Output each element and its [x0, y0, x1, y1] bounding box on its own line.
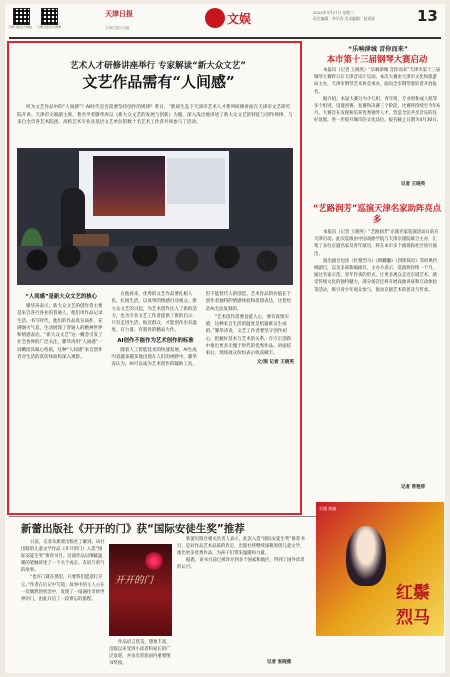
right-article2-byline: 记者 常艳萍	[401, 485, 426, 490]
right-article-body	[314, 67, 441, 179]
bottom-article-byline: 记者 张晓燕	[267, 660, 292, 665]
page-header	[5, 4, 445, 38]
poster-title: 红鬃烈马	[396, 583, 430, 628]
paragraph: 本报讯（记者 王晓英）“乐响津城 音你而来”天津市第十三届钢琴大赛昨日在天津音乐厅启动。本次大赛由天津市文化和旅游局主办，天津市钢琴艺术协会承办，面向全市钢琴爱好者开放报名。	[314, 68, 441, 95]
page-number: 13	[417, 7, 438, 25]
paragraph: 演出剧目包括《红鬃烈马》《锁麟囊》《四郎探母》等经典传统剧目，以及多部新编剧目。主办方表示，巡演将持续一个月，通过名家示范、青年传承的形式，让更多观众走近京剧艺术、感受传统文化的独特魅力。部分场次还将开展戏曲讲座和互动体验等活动，吸引青少年观众参与，推动京剧艺术的普及与传承。	[314, 258, 438, 293]
section-title: 文娱	[227, 12, 252, 26]
main-article-kicker: 艺术人才研修讲座举行 专家解读“新大众文艺”	[70, 61, 246, 71]
paragraph: “也许门就在那里，只要我们愿意打开它。”作者在后记中写道。故事中的主人公在一次偶然的机会中，发现了一扇通往奇妙世界的门，由此开启了一段难忘的旅程。	[21, 575, 105, 602]
paragraph: 据介绍，本届大赛分为少儿组、青年组、专业组和成人组等多个组别，设置初赛、复赛和决赛三个阶段，比赛将持续至今年6月。大赛旨在发现和培养优秀钢琴人才，营造全民共享音乐的良好氛围，进一步提升城市的文化品位。报名截止日期为4月30日。	[314, 96, 441, 124]
bottom-article-col2	[109, 639, 173, 667]
date-text: 2024年3月27日 星期三	[313, 10, 354, 15]
lecture-photo	[17, 148, 293, 285]
bottom-article-col3	[177, 536, 305, 654]
paragraph: 日前，记者从新蕾出版社了解到，该社出版的儿童文学作品《开开的门》入选“国际安徒生奖”推荐书目。这部作品以细腻温暖的笔触讲述了一个关于成长、友谊与勇气的故事。	[21, 540, 105, 574]
paragraph: 随着人工智能技术的快速发展，AI生成内容越来越多地出现在人们的视野中。滕华涛认为，AI可以成为艺术创作的辅助工具，但不能替代人的创造。艺术作品的价值在于创作者独特的情感体验和思想表达，这恰恰是AI无法复制的。	[111, 292, 292, 368]
book-cover-flower	[145, 552, 163, 570]
dateline	[313, 10, 375, 22]
qr-code-icon	[13, 8, 30, 25]
bottom-article-col1	[21, 539, 105, 659]
right-article2-body	[314, 229, 441, 465]
article-subhead: “人间感”是新大众文艺的核心	[25, 294, 98, 300]
right-article2-headline: “艺路润芳”巡演天津名家助阵亮点多	[312, 203, 442, 224]
section-logo-icon	[205, 8, 225, 28]
right-article-headline: 本市第十三届钢琴大赛启动	[326, 54, 428, 64]
bottom-article-headline: 新蕾出版社《开开的门》获“国际安徒生奖”推荐	[21, 523, 245, 535]
main-article-headline: 文艺作品需有“人间感”	[82, 73, 235, 91]
qr-code-icon	[41, 8, 58, 25]
audience	[17, 246, 293, 285]
article-byline: 文/图 记者 王晓英	[256, 359, 294, 365]
editor-credits: 责任编辑：李学武 美术编辑：赵延丽	[313, 16, 375, 21]
screen-image-stage	[93, 156, 165, 216]
main-article-body	[17, 291, 294, 505]
article-subhead: AI创作不能作为艺术创作的标准	[117, 337, 194, 344]
paragraph: 据悉，该书目前已被译介到多个国家和地区，得到了国外读者的认可。	[177, 558, 305, 571]
masthead-logo: 天津日报	[105, 9, 133, 18]
paragraph: 作品语言优美，想象丰富，出版以来受到小读者和家长的广泛欢迎，并多次荣获国内重要图书奖项。	[109, 640, 171, 667]
paragraph: 新蕾出版社相关负责人表示，此次入选“国际安徒生奖”推荐书目，是对作品艺术品质的肯定，出版社将继续深耕原创儿童文学，推出更多优秀作品，为孩子们带来温暖和力量。	[177, 537, 305, 557]
qr-caption-2: 天津日报官方微博	[37, 25, 62, 29]
opera-performer-figure	[346, 526, 386, 586]
screen-image-text	[167, 158, 225, 204]
paragraph: “艺术创作需要直抵人心，要有真情实感，这种来自生活的温度是机器难以生成的。”滕华涛说，文艺工作者要坚守创作初心，把握好技术与艺术的关系，在守正创新中推出更多无愧于时代的优秀作品。讲座结束后，现场观众纷纷表示收获颇丰。	[205, 314, 292, 357]
masthead-subtitle: 天津日报社出版	[105, 26, 130, 30]
poster-top-text: 京剧 新编	[319, 506, 337, 511]
right-article-byline: 记者 王晓英	[401, 182, 426, 187]
qr-caption-1: 天津日报官方微信	[8, 25, 33, 29]
paragraph: 本报讯（记者 王晓英）“艺路润芳”京剧名家巡演活动日前在天津启动。此次巡演由中国戏曲学院与天津京剧院联合主办，汇集了多位京剧名家及青年演员，将在本市多个剧场和社区进行演出。	[314, 230, 439, 257]
newspaper-page	[5, 4, 445, 673]
book-cover-title: 开开的门	[115, 575, 154, 586]
paragraph: 滕华涛表示，新大众文艺的创作者主要是来自各行各业的普通人，他们用作品记录生活、书写时代，他们的作品真实质朴，充满烟火气息，生动展现了普通人的精神世界和情感表达。“新大众文艺”这一概念引发了社会各界的广泛关注，滕华涛用“人间感”一词概括其核心特质，这种“人间感”来自创作者对生活的真切体验和深入观察。	[17, 304, 103, 361]
right-article-kicker: “乐响津城 音你而来”	[348, 46, 408, 53]
main-article-lead: 何为文艺作品中的“人间感”？AI时代是否需要坚持创作的规律？昨日，“新质生态下天津市艺术人才系列研修讲座在天津市文艺研究院开讲。天津市文联副主席、著名学者滕华涛以《新大众文艺的发展与创新》为题，深入浅出地讲述了新大众文艺的特征与创作规律，与来自全市各艺术院团、高校艺术专业及基层文艺单位的数十名艺术工作者共同参与了活动。	[17, 105, 293, 126]
header-divider	[9, 37, 441, 39]
paragraph: 在他看来，优秀的文艺作品要扎根人民、扎根生活，以真挚的情感打动观众。新大众文艺的兴起，为艺术创作注入了新的活力，也为专业文艺工作者提供了新的启示：只有走进生活、贴近群众，才能创作出有温度、有力量、有筋骨的精品力作。	[111, 292, 197, 334]
